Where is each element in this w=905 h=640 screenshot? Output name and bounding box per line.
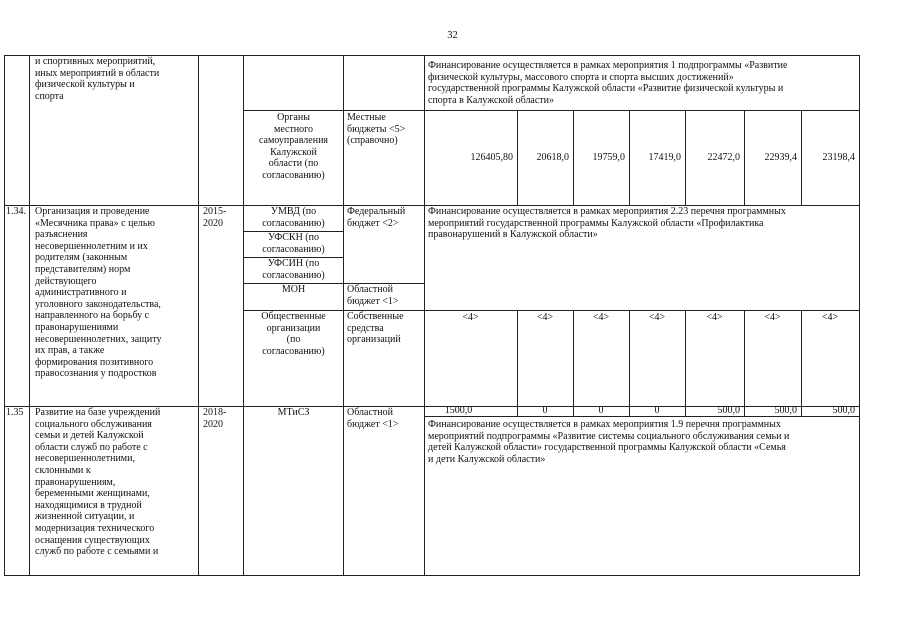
activity-text: и спортивных мероприятий, иных мероприятий в области физической культуры и спорта [35, 56, 160, 102]
activity-text: Развитие на базе учреждений социального обслуживания семьи и детей Калужской области служб по работе с несовершеннолетними, склонными к правонарушениям, беременными женщинами, находящимися в трудной жизненной ситуации, и модернизация технического оснащения существующих служб по работе с семьями и [35, 407, 161, 558]
executor-cell: Органы местного самоуправления Калужской области (по согласованию) [258, 112, 329, 181]
value-cell: <4> [821, 312, 839, 323]
col-divider [685, 310, 686, 406]
value-cell: <4> [462, 312, 479, 323]
funding-source-cell: Местные бюджеты <5> (справочно) [347, 112, 406, 147]
value-cell: 22939,4 [764, 152, 797, 163]
col-divider [801, 310, 802, 406]
period-cell: 2018- 2020 [203, 407, 227, 430]
executor-cell: УФСКН (по согласованию) [262, 232, 325, 255]
table-border-right [859, 55, 860, 576]
table-border-bottom [4, 575, 860, 576]
executor-cell: УФСИН (по согласованию) [262, 258, 325, 281]
value-cell: 19759,0 [592, 152, 625, 163]
value-cell: <4> [706, 312, 723, 323]
value-cell: 500,0 [717, 405, 740, 416]
period-cell: 2015- 2020 [203, 206, 227, 229]
col-divider [198, 55, 199, 576]
value-cell: 22472,0 [707, 152, 740, 163]
financing-note: Финансирование осуществляется в рамках мероприятия 2.23 перечня программных мероприятий государственной программы Калужской области «Профилактика правонарушений в Калужской области» [428, 206, 786, 241]
value-cell: 500,0 [832, 405, 855, 416]
col-divider [343, 55, 344, 576]
value-cell: <4> [648, 312, 666, 323]
executor-cell: МТиСЗ [277, 407, 310, 418]
executor-cell: Общественные организации (по согласованию) [261, 311, 326, 357]
col-divider [573, 310, 574, 406]
funding-source-cell: Областной бюджет <1> [347, 407, 399, 430]
activity-text: Организация и проведение «Месячника права» с целью разъяснения несовершеннолетним и их родителям (законным представителям) норм действующего административного и уголовного законодательства, направленного на борьбу с правонарушениями несовершеннолетних, защиту их прав, а также формирования позитивного правосознания у подростков [35, 206, 162, 380]
value-cell: 0 [598, 405, 604, 416]
value-total: 1500,0 [444, 405, 473, 416]
funding-source-cell: Собственные средства организаций [347, 311, 404, 346]
row-number: 1.34. [6, 206, 26, 217]
col-divider [629, 310, 630, 406]
program-table [4, 55, 860, 576]
executor-cell: УМВД (по согласованию) [262, 206, 325, 229]
col-divider [744, 310, 745, 406]
financing-note: Финансирование осуществляется в рамках мероприятия 1.9 перечня программных мероприятий подпрограммы «Развитие системы социального обслуживания семьи и детей Калужской области» государственной программы Калужской области «Семья и дети Калужской области» [428, 419, 790, 465]
value-cell: <4> [764, 312, 781, 323]
table-border-left [4, 55, 5, 576]
executor-cell: МОН [281, 284, 306, 295]
value-cell: 500,0 [774, 405, 797, 416]
value-cell: 20618,0 [536, 152, 569, 163]
value-cell: <4> [536, 312, 554, 323]
value-total: 126405,80 [470, 152, 513, 163]
funding-source-cell: Областной бюджет <1> [347, 284, 399, 307]
financing-note: Финансирование осуществляется в рамках мероприятия 1 подпрограммы «Развитие физической культуры, массового спорта и спорта высших достижений» государственной программы Калужской области «Развитие физической культуры и спорта в Калужской области» [428, 60, 788, 106]
funding-source-cell: Федеральный бюджет <2> [347, 206, 406, 229]
col-divider [517, 310, 518, 406]
value-cell: 17419,0 [648, 152, 681, 163]
value-cell: 0 [654, 405, 660, 416]
value-cell: 23198,4 [822, 152, 855, 163]
value-cell: 0 [542, 405, 548, 416]
row-number: 1.35 [6, 407, 24, 418]
col-divider [29, 55, 30, 576]
page-number: 32 [447, 30, 458, 41]
value-cell: <4> [592, 312, 610, 323]
row-divider [243, 110, 859, 111]
